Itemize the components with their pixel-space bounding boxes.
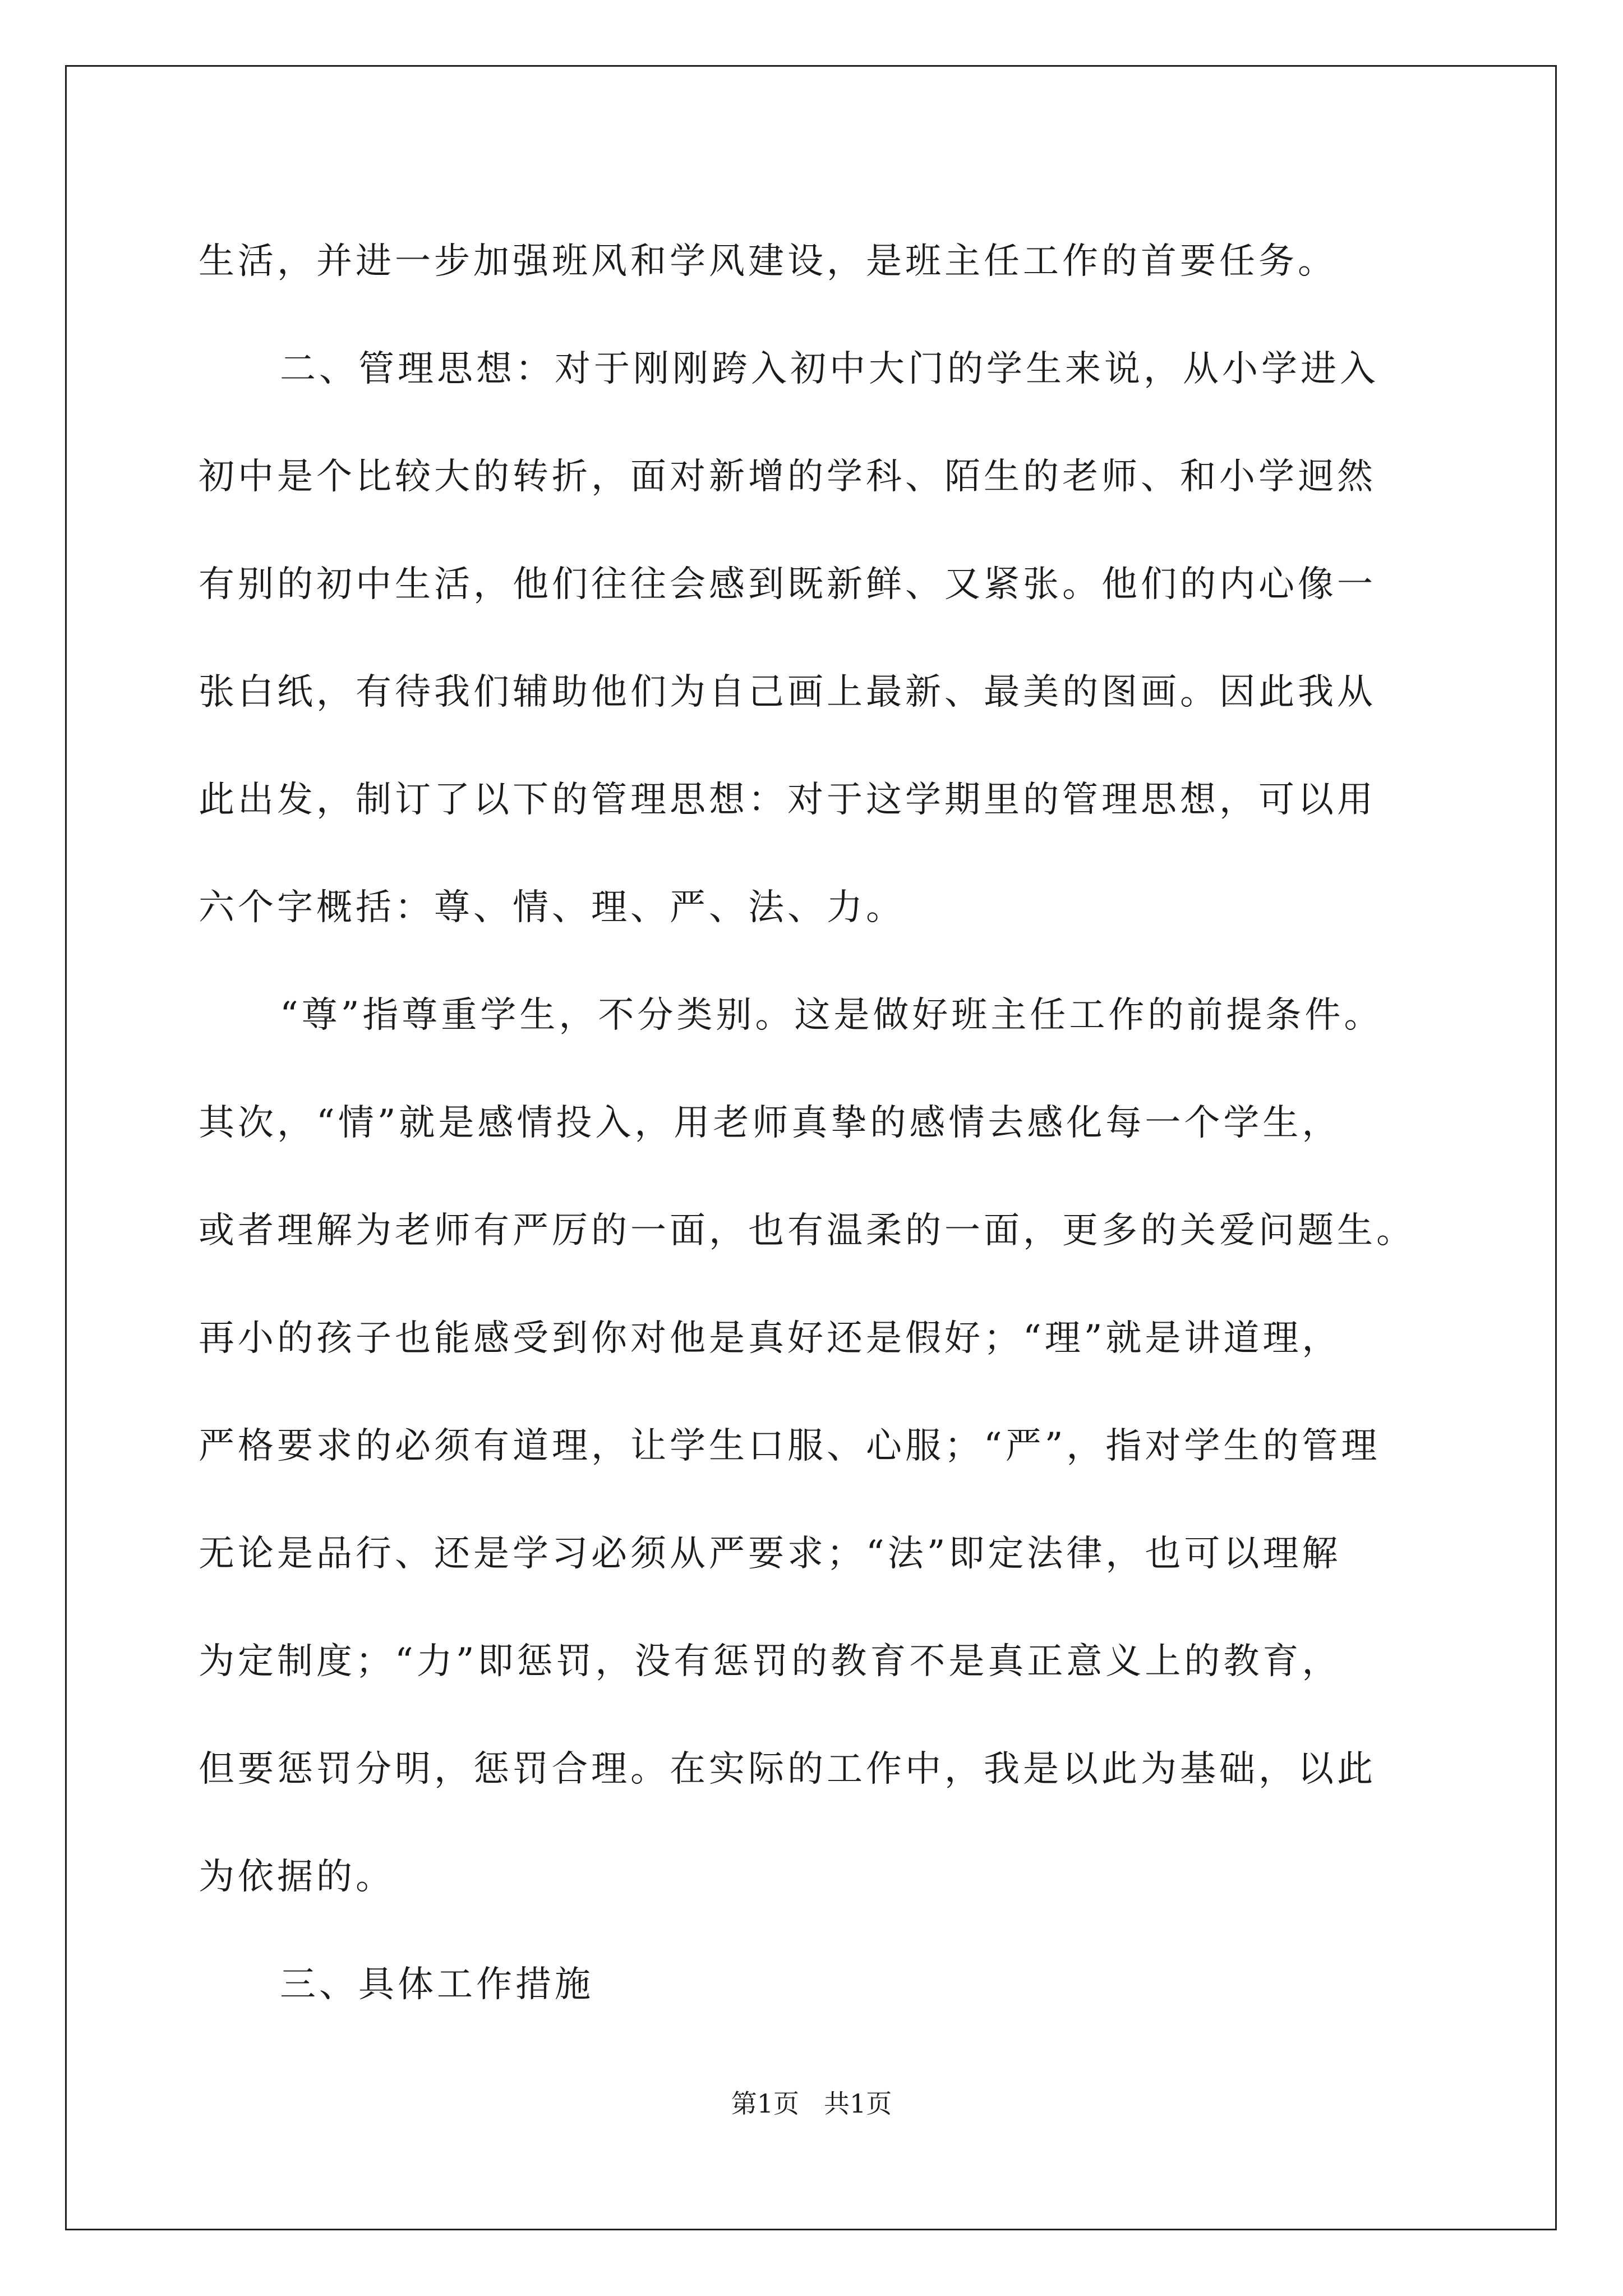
section-heading-work-measures: 三、具体工作措施 [280,1964,594,2005]
text-line: 其次，“情”就是感情投入，用老师真挚的感情去感化每一个学生， [199,1102,1341,1144]
paragraph-start: “尊”指尊重学生，不分类别。这是做好班主任工作的前提条件。 [280,995,1384,1036]
page-footer [0,2087,1623,2120]
text-line: 再小的孩子也能感受到你对他是真好还是假好；“理”就是讲道理， [199,1318,1341,1359]
page-number: 第1页 [731,2088,799,2119]
text-line: 为定制度；“力”即惩罚，没有惩罚的教育不是真正意义上的教育， [199,1641,1341,1682]
text-line: 张白纸，有待我们辅助他们为自己画上最新、最美的图画。因此我从 [199,671,1376,713]
text-line: 有别的初中生活，他们往往会感到既新鲜、又紧张。他们的内心像一 [199,564,1376,605]
text-line: 严格要求的必须有道理，让学生口服、心服；“严”，指对学生的管理 [199,1425,1381,1467]
text-line: 此出发，制订了以下的管理思想：对于这学期里的管理思想，可以用 [199,779,1376,821]
text-line: 初中是个比较大的转折，面对新增的学科、陌生的老师、和小学迥然 [199,456,1376,498]
text-line: 生活，并进一步加强班风和学风建设，是班主任工作的首要任务。 [199,241,1337,282]
section-heading-management-thoughts: 二、管理思想：对于刚刚跨入初中大门的学生来说，从小学进入 [280,348,1379,390]
document-body [199,208,1432,2039]
text-line: 六个字概括：尊、情、理、严、法、力。 [199,887,905,928]
text-line: 但要惩罚分明，惩罚合理。在实际的工作中，我是以此为基础，以此 [199,1749,1376,1790]
text-line: 或者理解为老师有严厉的一面，也有温柔的一面，更多的关爱问题生。 [199,1210,1415,1251]
page-total: 共1页 [824,2088,892,2119]
text-line: 无论是品行、还是学习必须从严要求；“法”即定法律，也可以理解 [199,1533,1341,1575]
text-line: 为依据的。 [199,1856,395,1898]
